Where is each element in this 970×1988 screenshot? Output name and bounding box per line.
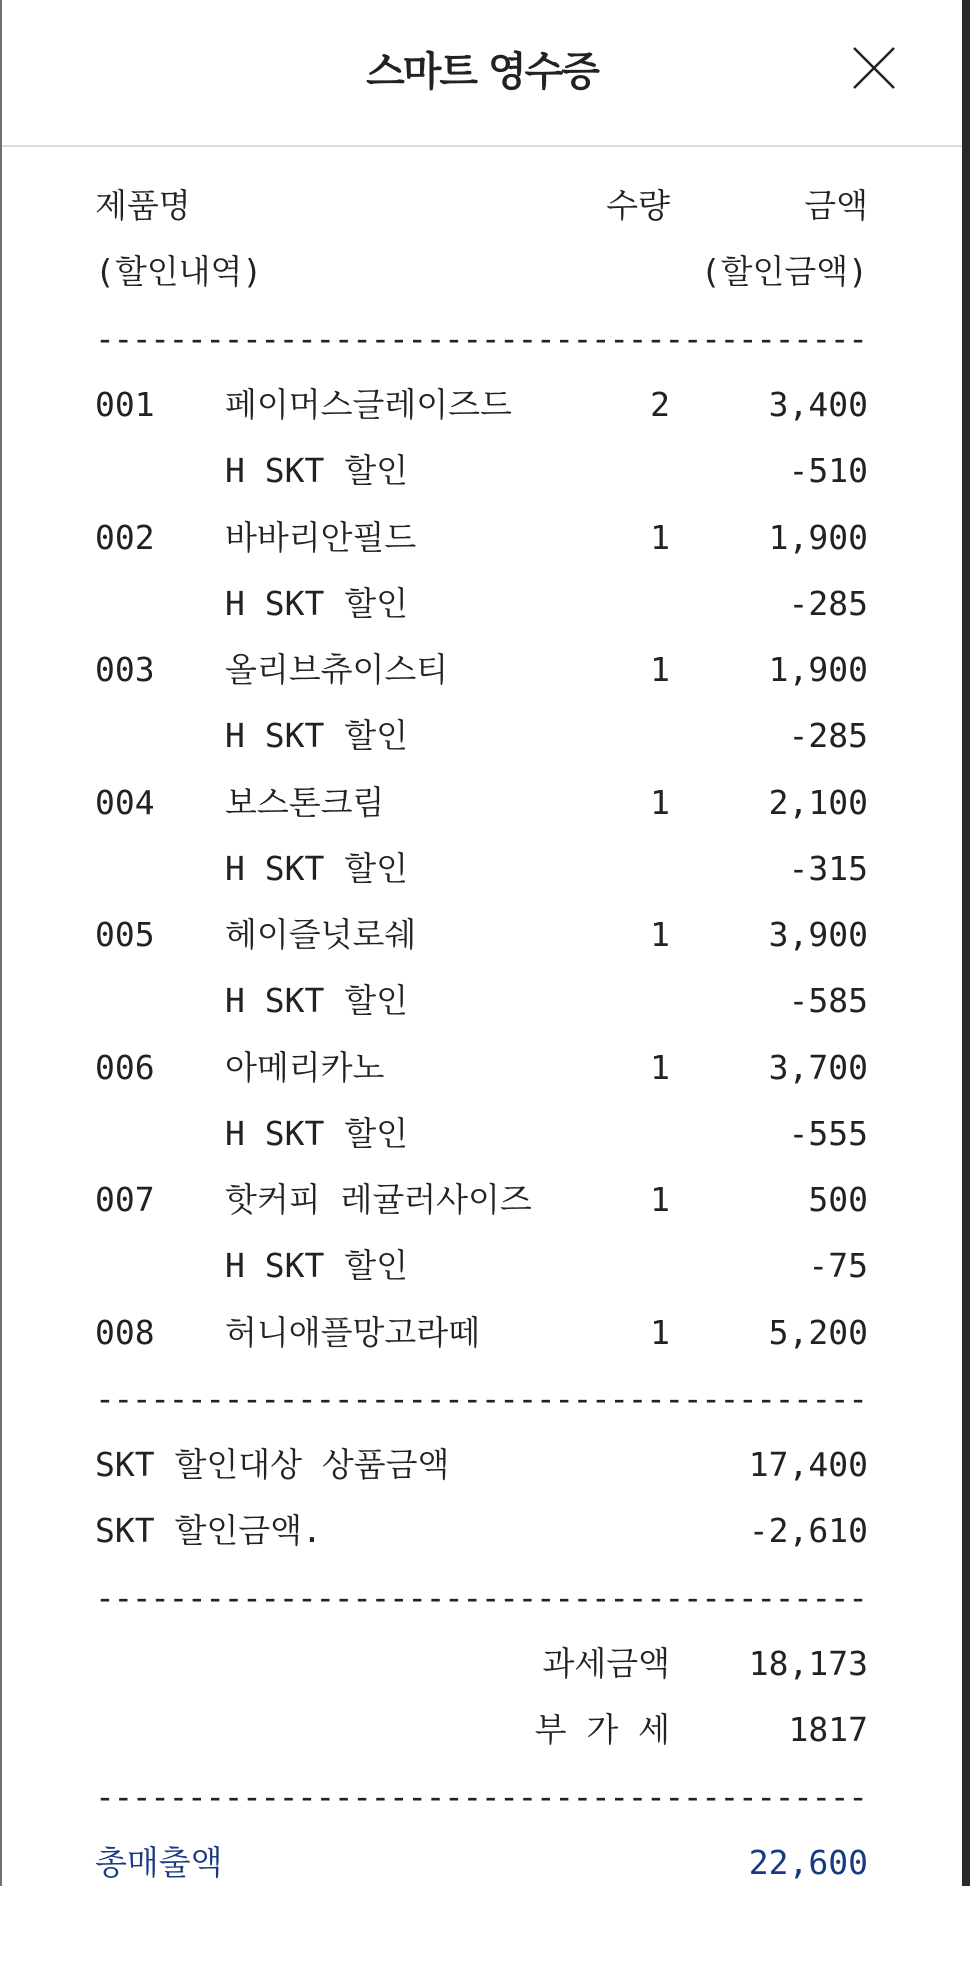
column-header-row bbox=[95, 181, 868, 231]
item-name: 아메리카노 bbox=[225, 1048, 385, 1087]
discount-row bbox=[95, 844, 868, 894]
discount-amount: -285 bbox=[788, 716, 868, 755]
item-qty: 1 bbox=[650, 783, 670, 822]
discount-target-label: SKT 할인대상 상품금액 bbox=[95, 1445, 450, 1484]
discount-row bbox=[95, 446, 868, 496]
item-name: 허니애플망고라떼 bbox=[225, 1313, 481, 1352]
discount-amount: -285 bbox=[788, 584, 868, 623]
total-sales-row bbox=[95, 1838, 868, 1888]
window-left-border bbox=[0, 0, 2, 1886]
item-qty: 1 bbox=[650, 1313, 670, 1352]
discount-amount: -585 bbox=[788, 981, 868, 1020]
item-row bbox=[95, 910, 868, 960]
item-code: 007 bbox=[95, 1180, 155, 1219]
column-qty-header: 수량 bbox=[606, 186, 670, 225]
discount-name: H SKT 할인 bbox=[225, 1114, 408, 1153]
discount-name: H SKT 할인 bbox=[225, 716, 408, 755]
item-row bbox=[95, 1175, 868, 1225]
item-code: 008 bbox=[95, 1313, 155, 1352]
item-code: 002 bbox=[95, 518, 155, 557]
item-name: 핫커피 레귤러사이즈 bbox=[225, 1180, 532, 1219]
discount-row bbox=[95, 579, 868, 629]
column-subheader-row bbox=[95, 247, 868, 297]
vat-value: 1817 bbox=[788, 1710, 868, 1749]
discount-total-value: -2,610 bbox=[748, 1511, 868, 1550]
separator-line: ------------------------------------------ bbox=[95, 1379, 867, 1418]
discount-target-row bbox=[95, 1440, 868, 1490]
item-amount: 1,900 bbox=[768, 650, 868, 689]
item-name: 페이머스글레이즈드 bbox=[225, 385, 512, 424]
discount-name: H SKT 할인 bbox=[225, 849, 408, 888]
separator-line: ------------------------------------------ bbox=[95, 1777, 867, 1816]
discount-amount: -75 bbox=[808, 1246, 868, 1285]
column-amount-header: 금액 bbox=[804, 186, 868, 225]
item-name: 헤이즐넛로쉐 bbox=[225, 915, 417, 954]
taxable-value: 18,173 bbox=[748, 1644, 868, 1683]
item-amount: 3,700 bbox=[768, 1048, 868, 1087]
column-discount-amount-header: (할인금액) bbox=[700, 252, 868, 291]
discount-total-label: SKT 할인금액. bbox=[95, 1511, 322, 1550]
item-qty: 1 bbox=[650, 650, 670, 689]
close-icon bbox=[850, 44, 898, 92]
page-title: 스마트 영수증 bbox=[366, 49, 598, 95]
discount-amount: -315 bbox=[788, 849, 868, 888]
item-amount: 3,400 bbox=[768, 385, 868, 424]
item-amount: 5,200 bbox=[768, 1313, 868, 1352]
total-sales-value: 22,600 bbox=[748, 1843, 868, 1882]
discount-amount: -510 bbox=[788, 451, 868, 490]
discount-name: H SKT 할인 bbox=[225, 451, 408, 490]
item-name: 바바리안필드 bbox=[225, 518, 417, 557]
taxable-label: 과세금액 bbox=[542, 1644, 670, 1683]
item-amount: 1,900 bbox=[768, 518, 868, 557]
separator-line: ------------------------------------------ bbox=[95, 319, 867, 358]
item-qty: 1 bbox=[650, 915, 670, 954]
item-name: 보스톤크림 bbox=[225, 783, 385, 822]
header-divider bbox=[2, 145, 962, 147]
item-amount: 3,900 bbox=[768, 915, 868, 954]
item-code: 004 bbox=[95, 783, 155, 822]
window-right-border bbox=[962, 0, 970, 1886]
item-row bbox=[95, 778, 868, 828]
item-code: 005 bbox=[95, 915, 155, 954]
discount-amount: -555 bbox=[788, 1114, 868, 1153]
column-name-header: 제품명 bbox=[95, 186, 191, 225]
taxable-row bbox=[95, 1639, 868, 1689]
item-qty: 2 bbox=[650, 385, 670, 424]
item-name: 올리브츄이스티 bbox=[225, 650, 449, 689]
item-row bbox=[95, 1308, 868, 1358]
item-row bbox=[95, 513, 868, 563]
item-amount: 2,100 bbox=[768, 783, 868, 822]
receipt-header bbox=[2, 0, 962, 145]
item-row bbox=[95, 1043, 868, 1093]
item-qty: 1 bbox=[650, 1180, 670, 1219]
discount-row bbox=[95, 1241, 868, 1291]
close-button[interactable] bbox=[850, 44, 898, 92]
item-row bbox=[95, 645, 868, 695]
discount-row bbox=[95, 976, 868, 1026]
separator-line: ------------------------------------------ bbox=[95, 1578, 867, 1617]
discount-name: H SKT 할인 bbox=[225, 981, 408, 1020]
vat-row bbox=[95, 1705, 868, 1755]
discount-total-row bbox=[95, 1506, 868, 1556]
item-code: 006 bbox=[95, 1048, 155, 1087]
item-code: 003 bbox=[95, 650, 155, 689]
item-qty: 1 bbox=[650, 518, 670, 557]
item-qty: 1 bbox=[650, 1048, 670, 1087]
discount-name: H SKT 할인 bbox=[225, 1246, 408, 1285]
total-sales-label: 총매출액 bbox=[95, 1843, 223, 1882]
column-discount-desc-header: (할인내역) bbox=[95, 252, 263, 291]
vat-label: 부 가 세 bbox=[534, 1710, 670, 1749]
item-amount: 500 bbox=[808, 1180, 868, 1219]
discount-name: H SKT 할인 bbox=[225, 584, 408, 623]
item-code: 001 bbox=[95, 385, 155, 424]
item-row bbox=[95, 380, 868, 430]
discount-row bbox=[95, 711, 868, 761]
discount-target-value: 17,400 bbox=[748, 1445, 868, 1484]
discount-row bbox=[95, 1109, 868, 1159]
